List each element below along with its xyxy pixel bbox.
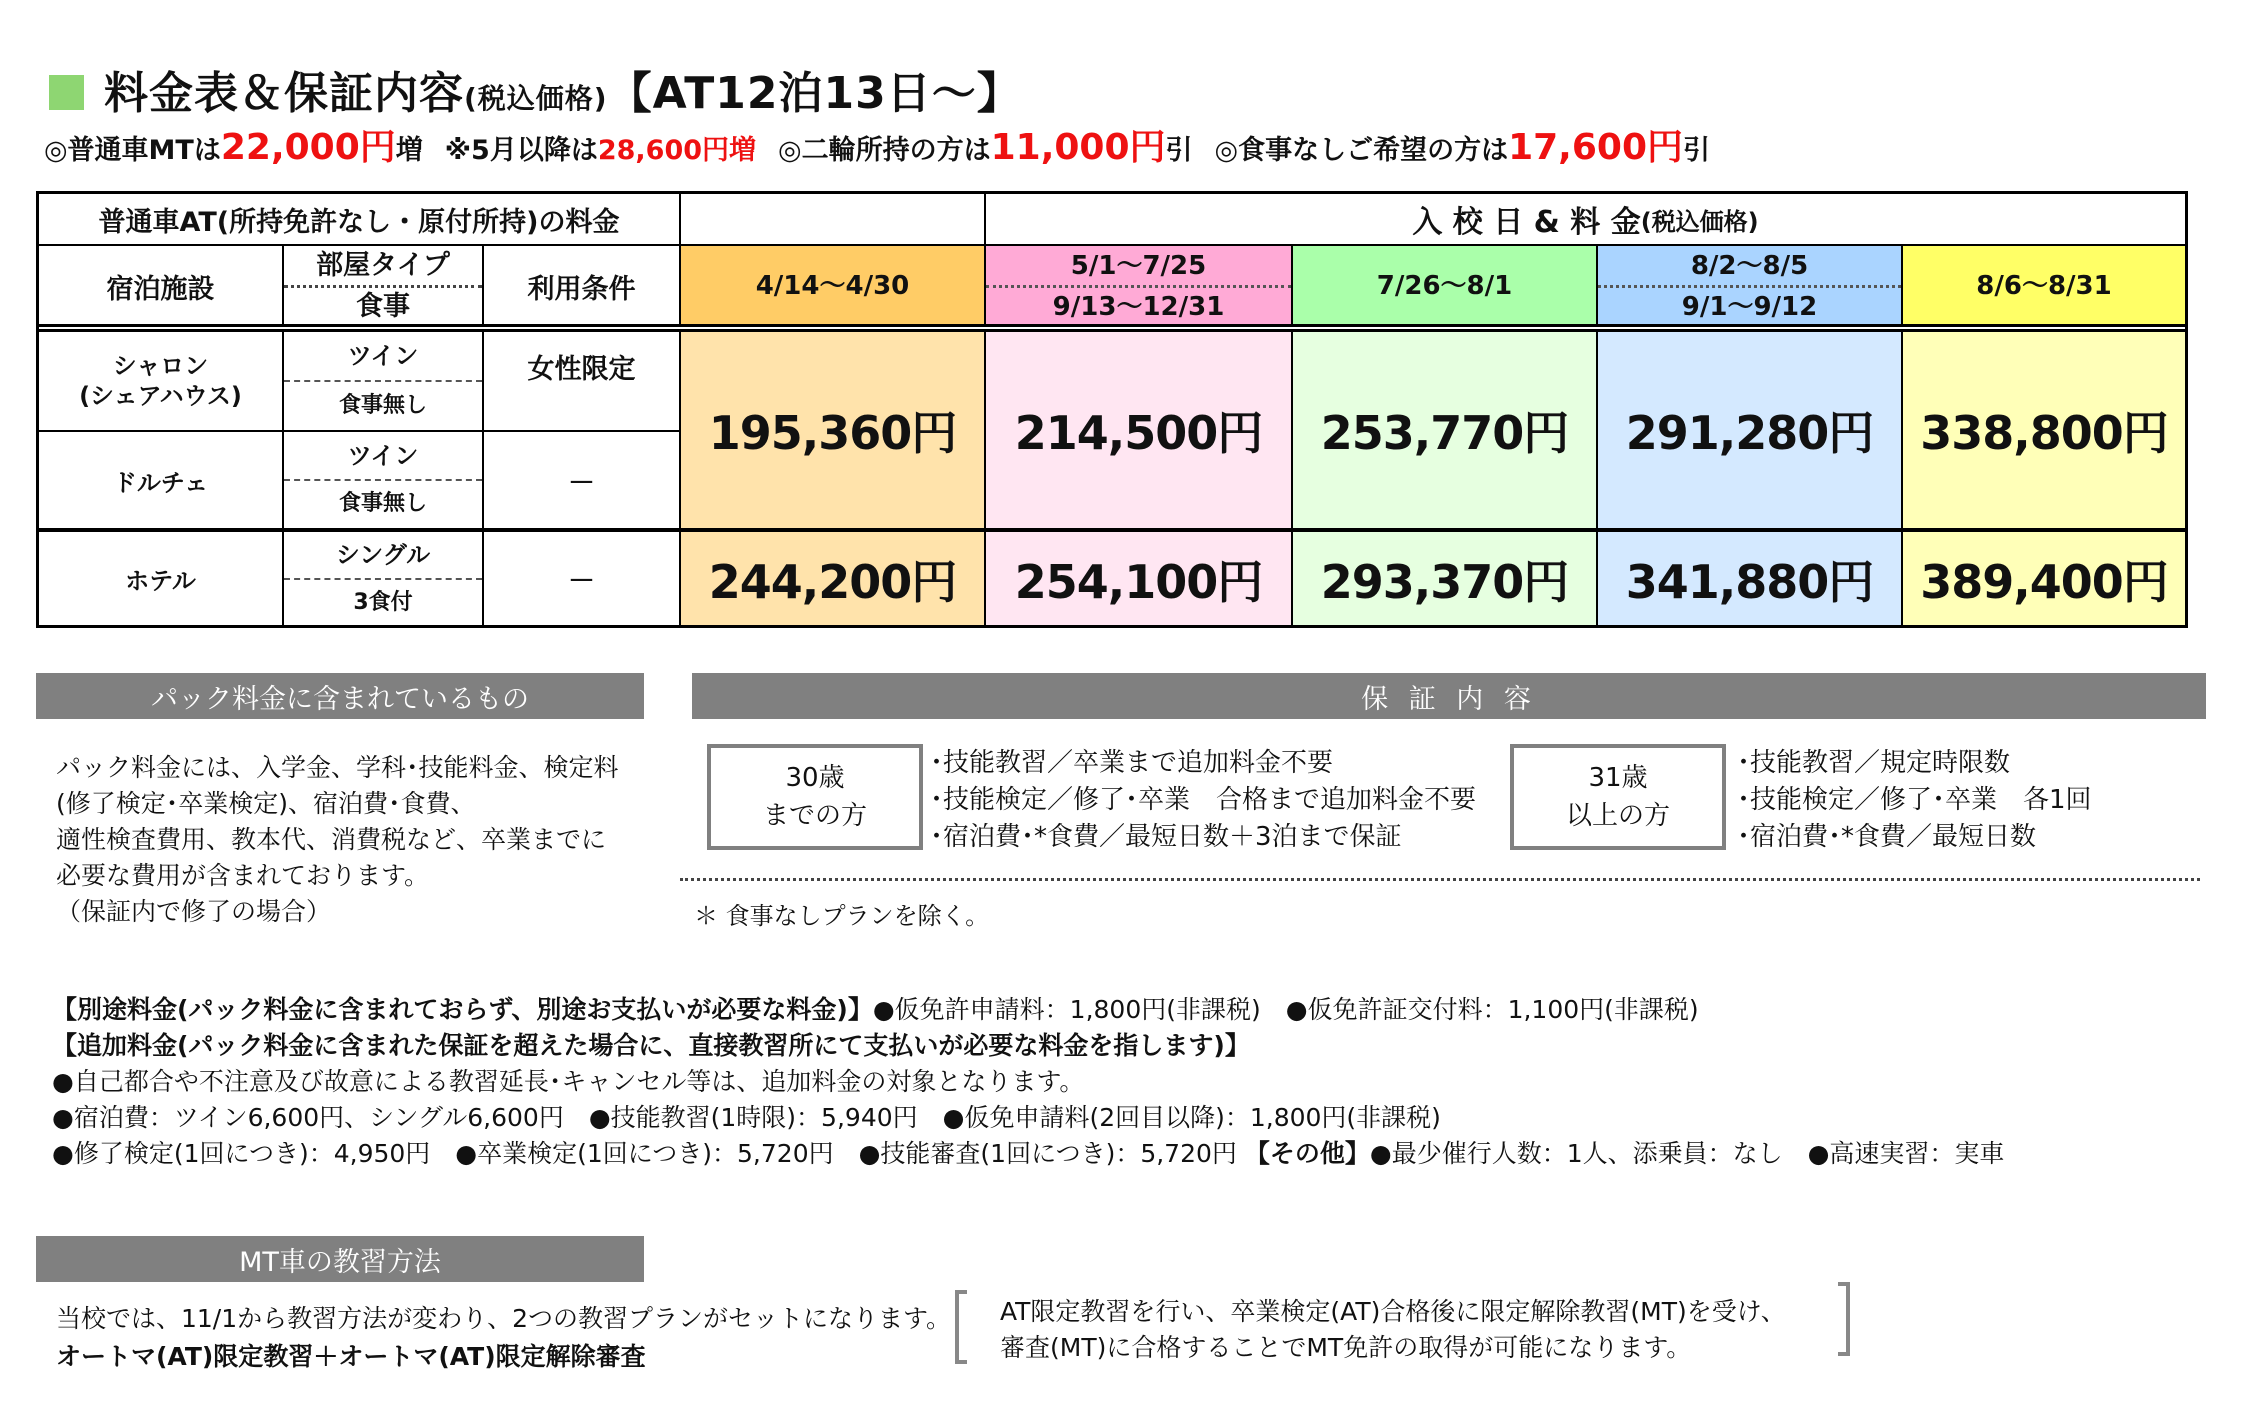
- mt-method-heading: MT車の教習方法: [36, 1236, 644, 1282]
- note-mt-suffix: 増: [395, 135, 423, 166]
- bracket-line: AT限定教習を行い、卒業検定(AT)合格後に限定解除教習(MT)を受け、: [1000, 1297, 1786, 1326]
- fees-section: [52, 992, 2004, 1172]
- mt-method-bracket-text: [1000, 1294, 1786, 1366]
- title-tax-note: (税込価格): [464, 82, 608, 115]
- meal-type: 3食付: [353, 589, 413, 615]
- period-col-1: 4/14～4/30: [681, 246, 986, 326]
- meal-type: 食事無し: [338, 491, 427, 516]
- period-col-4: [1598, 246, 1903, 326]
- separate-fees-items: ●仮免許申請料：1,800円(非課税) ●仮免許証交付料：1,100円(非課税): [872, 995, 1699, 1024]
- note-may-prefix: ※5月以降は: [444, 135, 598, 166]
- price-adjustment-notes: [44, 126, 1710, 173]
- package-line: 必要な費用が含まれております。: [56, 861, 430, 890]
- period-4-range-b: 9/1～9/12: [1681, 291, 1818, 322]
- note-mt-prefix: ◎普通車MTは: [44, 135, 221, 166]
- mt-method-description: [56, 1300, 951, 1376]
- condition-hotel: －: [484, 532, 681, 625]
- price-g1-p2: 214,500円: [986, 332, 1293, 528]
- room-type: ツイン: [347, 342, 419, 370]
- note-nomeal-prefix: ◎食事なしご希望の方は: [1214, 135, 1509, 166]
- price-hotel-p4: 341,880円: [1598, 532, 1903, 625]
- price-g1-p4: 291,280円: [1598, 332, 1903, 528]
- period-header: 入 校 日 & 料 金 (税込価格): [986, 194, 2185, 246]
- package-line: （保証内で修了の場合）: [56, 897, 332, 926]
- guarantee-footnote: ＊ 食事なしプランを除く。: [694, 902, 990, 930]
- package-line: (修了検定･卒業検定)、宿泊費･食費、: [56, 789, 476, 818]
- facility-dolce: ドルチェ: [39, 432, 284, 528]
- blank-header-cell: [681, 194, 986, 246]
- note-nomeal-suffix: 引: [1683, 135, 1710, 166]
- price-hotel-p5: 389,400円: [1903, 532, 2185, 625]
- condition-dolce: －: [484, 432, 681, 528]
- note-bike-amount: 11,000円: [990, 127, 1166, 168]
- condition-sharon: 女性限定: [484, 332, 681, 432]
- bracket-line: 審査(MT)に合格することでMT免許の取得が可能になります。: [1000, 1333, 1692, 1362]
- price-hotel-p1: 244,200円: [681, 532, 986, 625]
- room-type: ツイン: [347, 442, 419, 470]
- page-title: [104, 64, 1022, 129]
- mt-method-plan: オートマ(AT)限定教習＋オートマ(AT)限定解除審査: [56, 1342, 646, 1371]
- room-meal-hotel: [284, 532, 484, 625]
- additional-fees-line: ●宿泊費：ツイン6,600円、シングル6,600円 ●技能教習(1時限)：5,940円 ●仮免申請料(2回目以降)：1,800円(非課税): [52, 1103, 1441, 1132]
- additional-fees-line: ●自己都合や不注意及び故意による教習延長･キャンセル等は、追加料金の対象となります。: [52, 1067, 1085, 1096]
- price-table: [36, 191, 2188, 628]
- note-nomeal-amount: 17,600円: [1508, 127, 1683, 168]
- period-col-5: 8/6～8/31: [1903, 246, 2185, 326]
- price-hotel-p3: 293,370円: [1293, 532, 1598, 625]
- title-marker-square: [49, 75, 84, 110]
- guarantee-item: ･宿泊費･*食費／最短日数＋3泊まで保証: [930, 822, 1402, 852]
- additional-fees-label: 【追加料金(パック料金に含まれた保証を超えた場合に、直接教習所にて支払いが必要な料金を指します)】: [52, 1031, 1250, 1060]
- price-hotel-p2: 254,100円: [986, 532, 1293, 625]
- additional-fees-line: ●修了検定(1回につき)：4,950円 ●卒業検定(1回につき)：5,720円 ●技能審査(1回につき)：5,720円: [52, 1139, 1237, 1168]
- title-main: 料金表＆保証内容: [104, 68, 464, 119]
- guarantee-heading: 保 証 内 容: [692, 673, 2206, 719]
- guarantee-item: ･技能検定／修了･卒業 各1回: [1737, 785, 2092, 815]
- period-col-3: 7/26～8/1: [1293, 246, 1598, 326]
- age-box-31-over: [1510, 744, 1726, 850]
- guarantee-separator: [680, 878, 2200, 881]
- period-2-range-a: 5/1～7/25: [1070, 250, 1207, 281]
- note-may-amount: 28,600円: [597, 135, 730, 166]
- mt-method-line: 当校では、11/1から教習方法が変わり、2つの教習プランがセットになります。: [56, 1304, 952, 1333]
- room-meal-dolce: [284, 432, 484, 528]
- note-may-suffix: 増: [729, 135, 757, 166]
- bracket-right: [1838, 1282, 1850, 1356]
- title-plan: 【AT12泊13日～】: [607, 68, 1022, 119]
- guarantee-item: ･技能検定／修了･卒業 合格まで追加料金不要: [930, 785, 1477, 815]
- col-header-meal: 食事: [356, 290, 410, 322]
- room-type: シングル: [335, 540, 431, 569]
- note-mt-amount: 22,000円: [220, 127, 396, 168]
- package-description: [56, 750, 619, 930]
- other-items: ●最少催行人数：1人、添乗員：なし ●高速実習：実車: [1369, 1139, 2005, 1168]
- package-line: パック料金には、入学金、学科･技能料金、検定料: [56, 753, 619, 782]
- age-box-30-under: [707, 744, 923, 850]
- header-double-rule: [39, 324, 2185, 332]
- guarantee-item: ･技能教習／規定時限数: [1737, 748, 2011, 778]
- age-label-sub: 以上の方: [1565, 801, 1670, 831]
- package-line: 適性検査費用、教本代、消費税など、卒業までに: [56, 825, 607, 854]
- period-col-2: [986, 246, 1293, 326]
- separate-fees-label: 【別途料金(パック料金に含まれておらず、別途お支払いが必要な料金)】: [52, 995, 873, 1024]
- table-caption: 普通車AT(所持免許なし・原付所持)の料金: [39, 194, 681, 246]
- guarantee-item: ･技能教習／卒業まで追加料金不要: [930, 748, 1334, 778]
- package-heading: パック料金に含まれているもの: [36, 673, 644, 719]
- guarantee-items-30-under: [930, 745, 1476, 856]
- price-g1-p1: 195,360円: [681, 332, 986, 528]
- guarantee-items-31-over: [1737, 745, 2092, 856]
- col-header-room-meal: [284, 246, 484, 326]
- age-label: 31歳: [1588, 763, 1648, 793]
- bracket-left: [955, 1290, 967, 1364]
- age-label-sub: までの方: [762, 801, 867, 831]
- facility-hotel: ホテル: [39, 532, 284, 625]
- col-header-conditions: 利用条件: [484, 246, 681, 326]
- col-header-room: 部屋タイプ: [316, 249, 450, 281]
- col-header-facility: 宿泊施設: [39, 246, 284, 326]
- age-label: 30歳: [785, 763, 845, 793]
- note-bike-prefix: ◎二輪所持の方は: [778, 135, 991, 166]
- other-label: 【その他】: [1244, 1139, 1370, 1168]
- guarantee-item: ･宿泊費･*食費／最短日数: [1737, 822, 2037, 852]
- price-g1-p3: 253,770円: [1293, 332, 1598, 528]
- room-meal-sharon: [284, 332, 484, 432]
- facility-sharon: シャロン (シェアハウス): [39, 332, 284, 432]
- note-bike-suffix: 引: [1165, 135, 1193, 166]
- meal-type: 食事無し: [338, 393, 427, 418]
- period-4-range-a: 8/2～8/5: [1690, 250, 1809, 281]
- period-2-range-b: 9/13～12/31: [1052, 291, 1225, 322]
- price-g1-p5: 338,800円: [1903, 332, 2185, 528]
